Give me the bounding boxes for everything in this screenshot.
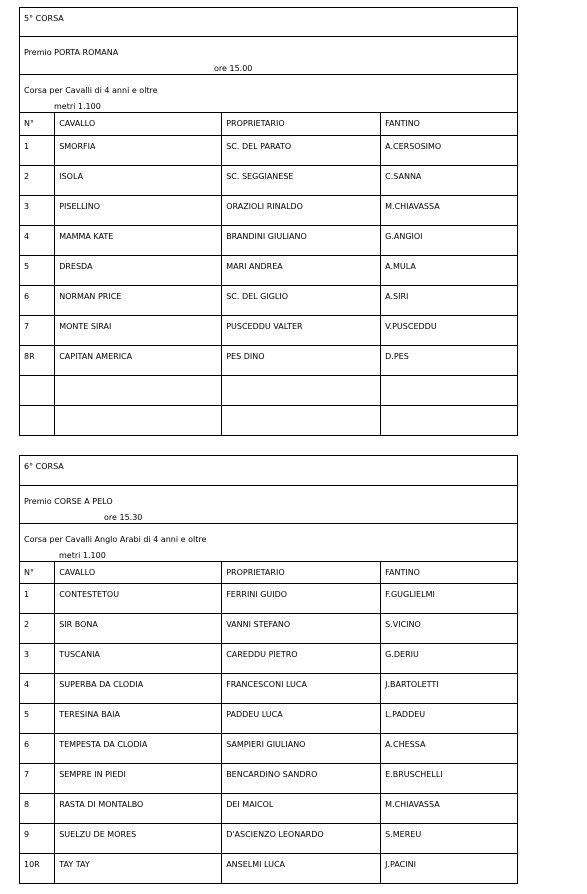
entry-number-cell — [20, 256, 55, 286]
header-proprietario-label: PROPRIETARIO — [226, 119, 285, 128]
horse-name-cell — [55, 346, 222, 376]
horse-name-cell — [55, 704, 222, 734]
horse-name: ISOLA — [59, 172, 84, 181]
entry-number-cell — [20, 316, 55, 346]
race-premio-row — [20, 486, 518, 524]
jockey-name-cell — [381, 644, 518, 674]
race-descr-cell — [20, 524, 518, 562]
owner-name-cell — [222, 346, 381, 376]
horse-name: CONTESTETOU — [59, 590, 120, 599]
jockey-name-cell — [381, 704, 518, 734]
entry-number-cell — [20, 854, 55, 884]
race-title-row — [20, 8, 518, 37]
jockey-name: G.DERIU — [385, 650, 419, 659]
horse-name-cell — [55, 256, 222, 286]
owner-name-cell — [222, 196, 381, 226]
owner-name: DEI MAICOL — [226, 800, 274, 809]
owner-name-cell — [222, 286, 381, 316]
owner-name: ANSELMI LUCA — [226, 860, 286, 869]
table-row — [20, 644, 518, 674]
table-row — [20, 584, 518, 614]
table-row — [20, 824, 518, 854]
owner-name-cell — [222, 644, 381, 674]
race-ore: ore 15.00 — [214, 64, 253, 73]
owner-name: FERRINI GUIDO — [226, 590, 288, 599]
entry-number: 4 — [24, 680, 30, 689]
jockey-name-cell — [381, 136, 518, 166]
entry-number-cell — [20, 166, 55, 196]
horse-name-cell — [55, 316, 222, 346]
table-row — [20, 614, 518, 644]
horse-name: SEMPRE IN PIEDI — [59, 770, 126, 779]
jockey-name-cell — [381, 346, 518, 376]
horse-name: TUSCANIA — [59, 650, 100, 659]
entry-number-cell — [20, 704, 55, 734]
race-header-row — [20, 562, 518, 584]
jockey-name-cell — [381, 226, 518, 256]
owner-name: PADDEU LUCA — [226, 710, 283, 719]
jockey-name: A.MULA — [385, 262, 416, 271]
entry-number: 8 — [24, 800, 30, 809]
horse-name: TAY TAY — [59, 860, 90, 869]
jockey-name-cell — [381, 584, 518, 614]
jockey-name: D.PES — [385, 352, 409, 361]
horse-name: SIR BONA — [59, 620, 98, 629]
entry-number-cell — [20, 644, 55, 674]
entry-number-cell — [20, 376, 55, 406]
race-title: 5° CORSA — [24, 14, 64, 23]
header-cavallo — [55, 113, 222, 136]
header-proprietario-label: PROPRIETARIO — [226, 568, 285, 577]
owner-name: PUSCEDDU VALTER — [226, 322, 303, 331]
jockey-name: V.PUSCEDDU — [385, 322, 437, 331]
table-row — [20, 674, 518, 704]
owner-name: SAMPIERI GIULIANO — [226, 740, 306, 749]
jockey-name-cell — [381, 854, 518, 884]
horse-name: PISELLINO — [59, 202, 101, 211]
entry-number-cell — [20, 734, 55, 764]
jockey-name: G.ANGIOI — [385, 232, 423, 241]
race-ore: ore 15.30 — [104, 513, 143, 522]
owner-name: BENCARDINO SANDRO — [226, 770, 318, 779]
table-row — [20, 346, 518, 376]
horse-name-cell — [55, 764, 222, 794]
jockey-name: E.BRUSCHELLI — [385, 770, 443, 779]
entry-number: 1 — [24, 142, 30, 151]
jockey-name-cell — [381, 764, 518, 794]
jockey-name — [385, 376, 517, 381]
entry-number: 3 — [24, 650, 30, 659]
jockey-name: A.CERSOSIMO — [385, 142, 442, 151]
entry-number-cell — [20, 824, 55, 854]
entry-number-cell — [20, 584, 55, 614]
entry-number — [24, 406, 54, 411]
race-premio: Premio PORTA ROMANA — [24, 48, 119, 57]
jockey-name: L.PADDEU — [385, 710, 426, 719]
table-row — [20, 734, 518, 764]
entry-number-cell — [20, 346, 55, 376]
race-descr: Corsa per Cavalli di 4 anni e oltre — [24, 86, 158, 95]
owner-name: BRANDINI GIULIANO — [226, 232, 307, 241]
header-cavallo-label: CAVALLO — [59, 568, 96, 577]
table-row — [20, 196, 518, 226]
race-metri: metri 1.100 — [59, 551, 106, 560]
jockey-name: S.VICINO — [385, 620, 421, 629]
owner-name-cell — [222, 376, 381, 406]
owner-name — [226, 406, 380, 411]
race-descr-cell — [20, 75, 518, 113]
entry-number: 7 — [24, 770, 30, 779]
horse-name-cell — [55, 196, 222, 226]
entry-number-cell — [20, 614, 55, 644]
owner-name: PES DINO — [226, 352, 265, 361]
jockey-name: S.MEREU — [385, 830, 422, 839]
jockey-name-cell — [381, 614, 518, 644]
entry-number: 7 — [24, 322, 30, 331]
horse-name-cell — [55, 226, 222, 256]
race-title-cell — [20, 456, 518, 486]
owner-name-cell — [222, 704, 381, 734]
header-proprietario — [222, 113, 381, 136]
entry-number: 4 — [24, 232, 30, 241]
owner-name-cell — [222, 614, 381, 644]
horse-name-cell — [55, 166, 222, 196]
horse-name: SMORFIA — [59, 142, 96, 151]
premio-line — [24, 37, 517, 74]
entry-number-cell — [20, 406, 55, 436]
race-table-6 — [19, 455, 518, 884]
race-title-row — [20, 456, 518, 486]
table-row — [20, 794, 518, 824]
table-row — [20, 406, 518, 436]
owner-name-cell — [222, 674, 381, 704]
owner-name: MARI ANDREA — [226, 262, 283, 271]
race-title-cell — [20, 8, 518, 37]
owner-name-cell — [222, 316, 381, 346]
horse-name-cell — [55, 644, 222, 674]
owner-name-cell — [222, 824, 381, 854]
header-fantino-label: FANTINO — [385, 119, 420, 128]
header-proprietario — [222, 562, 381, 584]
horse-name-cell — [55, 734, 222, 764]
table-row — [20, 704, 518, 734]
jockey-name: M.CHIAVASSA — [385, 202, 440, 211]
table-row — [20, 854, 518, 884]
entry-number: 1 — [24, 590, 30, 599]
jockey-name-cell — [381, 196, 518, 226]
race-descr-row — [20, 75, 518, 113]
owner-name-cell — [222, 226, 381, 256]
jockey-name: J.PACINI — [385, 860, 416, 869]
horse-name — [59, 376, 221, 381]
race-title: 6° CORSA — [24, 462, 64, 471]
horse-name: SUELZU DE MORES — [59, 830, 137, 839]
owner-name-cell — [222, 136, 381, 166]
owner-name-cell — [222, 256, 381, 286]
table-row — [20, 286, 518, 316]
entry-number — [24, 376, 54, 381]
owner-name: CAREDDU PIETRO — [226, 650, 298, 659]
jockey-name-cell — [381, 824, 518, 854]
owner-name — [226, 376, 380, 381]
entry-number-cell — [20, 136, 55, 166]
table-row — [20, 226, 518, 256]
header-fantino — [381, 562, 518, 584]
jockey-name-cell — [381, 316, 518, 346]
header-number-label: N° — [24, 119, 34, 128]
race-premio-cell — [20, 37, 518, 75]
horse-name-cell — [55, 794, 222, 824]
entry-number-cell — [20, 286, 55, 316]
entry-number: 5 — [24, 262, 30, 271]
table-row — [20, 256, 518, 286]
jockey-name-cell — [381, 674, 518, 704]
owner-name: SC. DEL PARATO — [226, 142, 292, 151]
header-number-label: N° — [24, 568, 34, 577]
horse-name: CAPITAN AMERICA — [59, 352, 133, 361]
horse-name-cell — [55, 674, 222, 704]
entry-number-cell — [20, 226, 55, 256]
owner-name: SC. SEGGIANESE — [226, 172, 294, 181]
entry-number-cell — [20, 794, 55, 824]
horse-name: MONTE SIRAI — [59, 322, 112, 331]
horse-name-cell — [55, 824, 222, 854]
entry-number-cell — [20, 674, 55, 704]
table-row — [20, 376, 518, 406]
jockey-name-cell — [381, 286, 518, 316]
jockey-name-cell — [381, 734, 518, 764]
table-row — [20, 764, 518, 794]
race-metri: metri 1.100 — [54, 102, 101, 111]
race-premio-cell — [20, 486, 518, 524]
jockey-name-cell — [381, 166, 518, 196]
header-fantino — [381, 113, 518, 136]
jockey-name: J.BARTOLETTI — [385, 680, 439, 689]
descr-line — [24, 524, 517, 561]
race-premio: Premio CORSE A PELO — [24, 497, 113, 506]
header-cavallo — [55, 562, 222, 584]
header-number — [20, 562, 55, 584]
owner-name-cell — [222, 734, 381, 764]
entry-number: 2 — [24, 620, 30, 629]
jockey-name: C.SANNA — [385, 172, 422, 181]
jockey-name-cell — [381, 376, 518, 406]
jockey-name — [385, 406, 517, 411]
jockey-name: M.CHIAVASSA — [385, 800, 440, 809]
horse-name-cell — [55, 286, 222, 316]
table-row — [20, 316, 518, 346]
jockey-name: F.GUGLIELMI — [385, 590, 435, 599]
header-number — [20, 113, 55, 136]
owner-name-cell — [222, 166, 381, 196]
race-table-5 — [19, 7, 518, 436]
premio-line — [24, 486, 517, 523]
race-premio-row — [20, 37, 518, 75]
jockey-name-cell — [381, 256, 518, 286]
jockey-name-cell — [381, 794, 518, 824]
jockey-name: A.SIRI — [385, 292, 409, 301]
owner-name: D'ASCIENZO LEONARDO — [226, 830, 324, 839]
horse-name-cell — [55, 136, 222, 166]
jockey-name-cell — [381, 406, 518, 436]
header-cavallo-label: CAVALLO — [59, 119, 96, 128]
horse-name-cell — [55, 406, 222, 436]
entry-number: 8R — [24, 352, 35, 361]
horse-name-cell — [55, 854, 222, 884]
horse-name-cell — [55, 584, 222, 614]
horse-name: MAMMA KATE — [59, 232, 114, 241]
entry-number: 10R — [24, 860, 40, 869]
horse-name: SUPERBA DA CLODIA — [59, 680, 144, 689]
horse-name: DRESDA — [59, 262, 93, 271]
owner-name-cell — [222, 854, 381, 884]
entry-number: 9 — [24, 830, 30, 839]
race-descr: Corsa per Cavalli Anglo Arabi di 4 anni e oltre — [24, 535, 207, 544]
entry-number: 6 — [24, 292, 30, 301]
horse-name-cell — [55, 376, 222, 406]
entry-number: 5 — [24, 710, 30, 719]
entry-number: 3 — [24, 202, 30, 211]
owner-name: VANNI STEFANO — [226, 620, 291, 629]
entry-number-cell — [20, 196, 55, 226]
owner-name: ORAZIOLI RINALDO — [226, 202, 303, 211]
header-fantino-label: FANTINO — [385, 568, 420, 577]
race-descr-row — [20, 524, 518, 562]
entry-number-cell — [20, 764, 55, 794]
horse-name — [59, 406, 221, 411]
horse-name-cell — [55, 614, 222, 644]
owner-name: SC. DEL GIGLIO — [226, 292, 289, 301]
owner-name-cell — [222, 764, 381, 794]
entry-number: 6 — [24, 740, 30, 749]
horse-name: NORMAN PRICE — [59, 292, 122, 301]
owner-name-cell — [222, 794, 381, 824]
horse-name: TERESINA BAIA — [59, 710, 120, 719]
table-row — [20, 166, 518, 196]
descr-line — [24, 75, 517, 112]
owner-name: FRANCESCONI LUCA — [226, 680, 307, 689]
jockey-name: A.CHESSA — [385, 740, 426, 749]
horse-name: TEMPESTA DA CLODIA — [59, 740, 148, 749]
owner-name-cell — [222, 584, 381, 614]
table-row — [20, 136, 518, 166]
owner-name-cell — [222, 406, 381, 436]
entry-number: 2 — [24, 172, 30, 181]
race-header-row — [20, 113, 518, 136]
horse-name: RASTA DI MONTALBO — [59, 800, 144, 809]
